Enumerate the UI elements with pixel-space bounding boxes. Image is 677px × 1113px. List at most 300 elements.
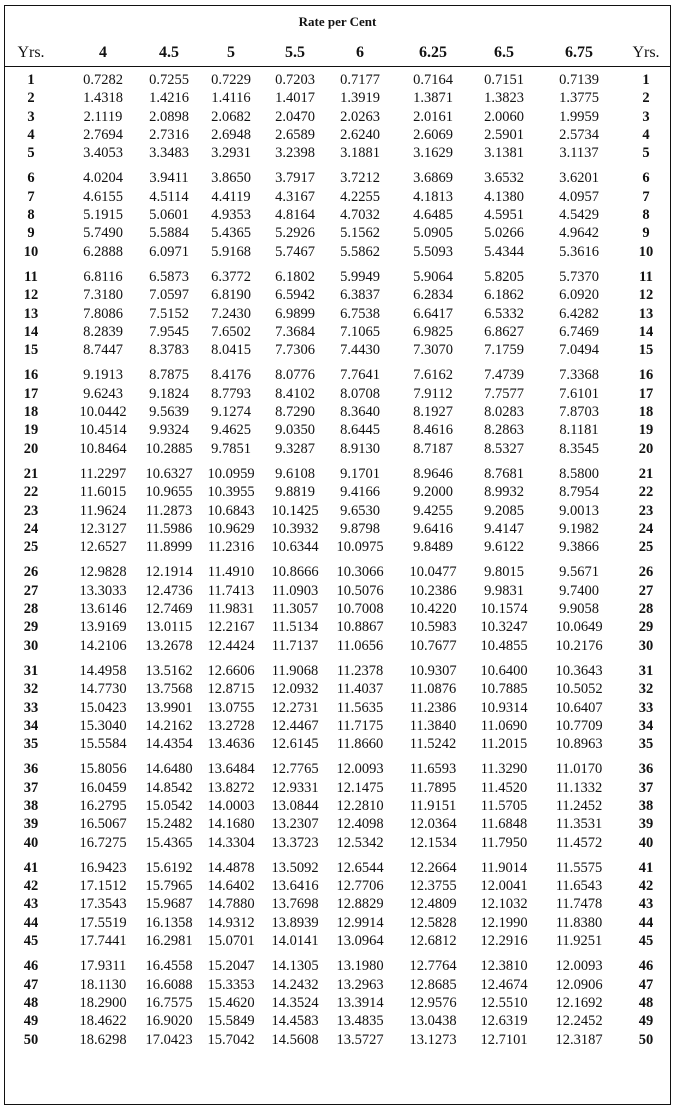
year-cell-right: 24 [638,520,654,537]
table-caption: Rate per Cent [298,14,377,29]
value-cell: 1.4017 [275,90,315,107]
value-cell: 13.8272 [207,779,255,796]
value-cell: 13.6484 [207,761,255,778]
value-cell: 4.5951 [484,207,524,224]
value-cell: 14.3304 [207,834,255,851]
year-cell-right: 49 [638,1013,654,1030]
value-cell: 10.3066 [336,564,384,581]
value-cell: 12.7765 [271,761,319,778]
table-row [5,539,670,557]
value-cell: 12.8715 [207,681,255,698]
value-cell: 12.9576 [409,994,457,1011]
value-cell: 8.0776 [275,367,315,384]
value-cell: 7.3070 [413,342,453,359]
table-row [5,798,670,816]
year-cell: 2 [27,90,35,107]
value-cell: 6.2834 [413,287,453,304]
year-cell-right: 3 [642,108,650,125]
value-cell: 10.6344 [271,539,319,556]
value-cell: 7.7577 [484,385,524,402]
value-cell: 11.5242 [409,736,457,753]
year-cell-right: 22 [638,484,654,501]
value-cell: 15.2047 [207,958,255,975]
table-row [5,145,670,163]
value-cell: 12.1914 [145,564,193,581]
year-cell-right: 11 [639,268,653,285]
value-cell: 9.8798 [340,520,380,537]
value-cell: 4.2255 [340,188,380,205]
value-cell: 4.0957 [559,188,599,205]
value-cell: 6.3837 [340,287,380,304]
value-cell: 11.0690 [480,717,528,734]
value-cell: 10.4514 [79,422,127,439]
value-cell: 14.1305 [271,958,319,975]
year-cell: 44 [23,914,39,931]
table-row [5,386,670,404]
value-cell: 10.0649 [555,619,603,636]
year-cell-right: 26 [638,564,654,581]
year-cell-right: 40 [638,834,654,851]
value-cell: 6.0971 [149,243,189,260]
value-cell: 8.6445 [340,422,380,439]
value-cell: 11.5986 [145,520,193,537]
value-cell: 3.2398 [275,145,315,162]
value-cell: 12.0041 [480,878,528,895]
value-cell: 6.2888 [83,243,123,260]
value-cell: 2.0682 [211,108,251,125]
year-cell: 25 [23,539,39,556]
value-cell: 10.2176 [555,637,603,654]
value-cell: 10.8464 [79,440,127,457]
year-cell: 7 [27,188,35,205]
value-cell: 12.0364 [409,816,457,833]
value-cell: 9.9058 [559,601,599,618]
value-cell: 14.2432 [271,976,319,993]
year-cell-right: 50 [638,1031,654,1048]
value-cell: 4.4119 [211,188,251,205]
table-row [5,835,670,853]
value-cell: 4.1380 [484,188,524,205]
value-cell: 9.6122 [484,539,524,556]
value-cell: 11.6543 [555,878,603,895]
year-cell-right: 23 [638,502,654,519]
value-cell: 13.4636 [207,736,255,753]
value-cell: 5.4344 [484,243,524,260]
value-cell: 6.5873 [149,268,189,285]
value-cell: 11.5635 [336,699,384,716]
year-cell-right: 16 [638,367,654,384]
value-cell: 8.7290 [275,404,315,421]
value-cell: 11.5705 [480,797,528,814]
value-cell: 5.7467 [275,243,315,260]
year-cell-right: 32 [638,681,654,698]
value-cell: 11.8999 [145,539,193,556]
value-cell: 8.3783 [149,342,189,359]
value-cell: 12.7469 [145,601,193,618]
value-cell: 15.0542 [145,797,193,814]
value-cell: 9.5671 [559,564,599,581]
value-cell: 4.1813 [413,188,453,205]
value-cell: 16.7275 [79,834,127,851]
value-cell: 12.4809 [409,896,457,913]
value-cell: 8.5800 [559,465,599,482]
header-rate: 4.5 [159,44,179,61]
value-cell: 6.9825 [413,323,453,340]
value-cell: 13.9169 [79,619,127,636]
year-cell-right: 9 [642,225,650,242]
value-cell: 9.1824 [149,385,189,402]
table-row [5,915,670,933]
value-cell: 13.0844 [271,797,319,814]
value-cell: 5.5862 [340,243,380,260]
year-cell: 24 [23,520,39,537]
value-cell: 14.5608 [271,1031,319,1048]
year-cell-right: 35 [638,736,654,753]
value-cell: 10.6407 [555,699,603,716]
year-cell-right: 17 [638,385,654,402]
value-cell: 7.8703 [559,404,599,421]
value-cell: 11.9831 [207,601,255,618]
value-cell: 16.6088 [145,976,193,993]
year-cell: 40 [23,834,39,851]
table-row [5,780,670,798]
value-cell: 11.3531 [555,816,603,833]
value-cell: 3.1381 [484,145,524,162]
table-row [5,995,670,1013]
year-cell: 46 [23,958,39,975]
value-cell: 11.5134 [271,619,319,636]
header-rate: 6.25 [419,44,447,61]
value-cell: 8.7681 [484,465,524,482]
table-row [5,441,670,459]
value-cell: 12.3187 [555,1031,603,1048]
value-cell: 7.2430 [211,305,251,322]
year-cell: 29 [23,619,39,636]
value-cell: 9.4255 [413,502,453,519]
value-cell: 12.6606 [207,662,255,679]
value-cell: 8.3640 [340,404,380,421]
header-years-left: Yrs. [17,44,45,61]
value-cell: 7.0597 [149,287,189,304]
value-cell: 11.4520 [480,779,528,796]
table-row [5,700,670,718]
value-cell: 8.7793 [211,385,251,402]
value-cell: 13.3033 [79,582,127,599]
value-cell: 5.7490 [83,225,123,242]
year-cell: 33 [23,699,39,716]
value-cell: 11.2015 [480,736,528,753]
table-row [5,404,670,422]
row-group [5,72,670,163]
value-cell: 0.7177 [340,72,380,88]
value-cell: 12.8829 [336,896,384,913]
value-cell: 17.5519 [79,914,127,931]
value-cell: 8.9646 [413,465,453,482]
year-cell: 41 [23,859,39,876]
value-cell: 14.4354 [145,736,193,753]
value-cell: 15.4365 [145,834,193,851]
value-cell: 10.2386 [409,582,457,599]
year-cell-right: 41 [638,859,654,876]
value-cell: 15.3353 [207,976,255,993]
value-cell: 11.2297 [79,465,127,482]
value-cell: 15.5849 [207,1013,255,1030]
value-cell: 5.8205 [484,268,524,285]
value-cell: 5.9949 [340,268,380,285]
value-cell: 9.0013 [559,502,599,519]
value-cell: 3.6869 [413,170,453,187]
value-cell: 13.3723 [271,834,319,851]
year-cell-right: 29 [638,619,654,636]
value-cell: 12.3755 [409,878,457,895]
value-cell: 8.4102 [275,385,315,402]
value-cell: 11.7137 [271,637,319,654]
value-cell: 9.4147 [484,520,524,537]
value-cell: 4.6155 [83,188,123,205]
row-group [5,269,670,360]
value-cell: 16.1358 [145,914,193,931]
value-cell: 1.4116 [211,90,251,107]
value-cell: 7.6162 [413,367,453,384]
value-cell: 2.5901 [484,126,524,143]
value-cell: 11.9624 [79,502,127,519]
value-cell: 5.0601 [149,207,189,224]
year-cell-right: 2 [642,90,650,107]
value-cell: 15.3040 [79,717,127,734]
value-cell: 10.5076 [336,582,384,599]
value-cell: 12.7101 [480,1031,528,1048]
year-cell: 14 [23,323,39,340]
value-cell: 14.0141 [271,933,319,950]
value-cell: 8.1927 [413,404,453,421]
value-cell: 12.7764 [409,958,457,975]
value-cell: 12.8685 [409,976,457,993]
value-cell: 12.9331 [271,779,319,796]
value-cell: 2.1119 [83,108,123,125]
value-cell: 0.7229 [211,72,251,88]
year-cell: 10 [23,243,39,260]
value-cell: 7.3180 [83,287,123,304]
value-cell: 12.9914 [336,914,384,931]
value-cell: 3.1629 [413,145,453,162]
table-body [5,72,670,1057]
value-cell: 11.2452 [555,797,603,814]
value-cell: 6.7538 [340,305,380,322]
table-row [5,736,670,754]
value-cell: 12.4424 [207,637,255,654]
value-cell: 11.7413 [207,582,255,599]
value-cell: 13.4835 [336,1013,384,1030]
value-cell: 3.7212 [340,170,380,187]
value-cell: 6.3772 [211,268,251,285]
value-cell: 8.0708 [340,385,380,402]
value-cell: 5.2926 [275,225,315,242]
year-cell-right: 4 [642,126,650,143]
value-cell: 14.0003 [207,797,255,814]
year-cell: 15 [23,342,39,359]
value-cell: 8.2839 [83,323,123,340]
value-cell: 2.6948 [211,126,251,143]
value-cell: 12.1032 [480,896,528,913]
value-cell: 10.8963 [555,736,603,753]
value-cell: 10.3247 [480,619,528,636]
year-cell: 45 [23,933,39,950]
value-cell: 12.1534 [409,834,457,851]
value-cell: 11.2316 [207,539,255,556]
value-cell: 12.2452 [555,1013,603,1030]
value-cell: 6.1862 [484,287,524,304]
value-cell: 9.0350 [275,422,315,439]
table-row [5,466,670,484]
value-cell: 9.8819 [275,484,315,501]
year-cell: 21 [23,465,39,482]
value-cell: 6.0920 [559,287,599,304]
value-cell: 14.6480 [145,761,193,778]
year-cell: 23 [23,502,39,519]
value-cell: 5.5884 [149,225,189,242]
value-cell: 13.7568 [145,681,193,698]
year-cell-right: 48 [638,994,654,1011]
value-cell: 8.0283 [484,404,524,421]
value-cell: 15.0701 [207,933,255,950]
table-row [5,342,670,360]
year-cell-right: 34 [638,717,654,734]
value-cell: 10.1574 [480,601,528,618]
value-cell: 11.6848 [480,816,528,833]
value-cell: 1.9959 [559,108,599,125]
table-row [5,127,670,145]
value-cell: 6.8190 [211,287,251,304]
value-cell: 4.7032 [340,207,380,224]
table-row [5,484,670,502]
value-cell: 3.2931 [211,145,251,162]
value-cell: 10.4220 [409,601,457,618]
value-cell: 9.9831 [484,582,524,599]
value-cell: 5.4365 [211,225,251,242]
value-cell: 10.8867 [336,619,384,636]
value-cell: 14.7880 [207,896,255,913]
value-cell: 10.0442 [79,404,127,421]
row-group [5,564,670,655]
value-cell: 13.2963 [336,976,384,993]
value-cell: 0.7151 [484,72,524,88]
value-cell: 9.8015 [484,564,524,581]
value-cell: 12.6319 [480,1013,528,1030]
value-cell: 5.5093 [413,243,453,260]
value-cell: 11.4037 [336,681,384,698]
value-cell: 17.7441 [79,933,127,950]
value-cell: 10.7885 [480,681,528,698]
value-cell: 13.5727 [336,1031,384,1048]
value-cell: 9.4166 [340,484,380,501]
year-cell-right: 15 [638,342,654,359]
value-cell: 12.1990 [480,914,528,931]
value-cell: 12.4467 [271,717,319,734]
year-cell: 30 [23,637,39,654]
value-cell: 18.1130 [79,976,127,993]
value-cell: 9.6108 [275,465,315,482]
value-cell: 2.6589 [275,126,315,143]
value-cell: 11.0656 [336,637,384,654]
table-row [5,1032,670,1050]
value-cell: 12.6527 [79,539,127,556]
table-row [5,269,670,287]
value-cell: 3.1137 [559,145,599,162]
value-cell: 9.2000 [413,484,453,501]
value-cell: 16.2795 [79,797,127,814]
value-cell: 3.6532 [484,170,524,187]
value-cell: 12.1692 [555,994,603,1011]
value-cell: 13.2307 [271,816,319,833]
value-cell: 2.0263 [340,108,380,125]
table-row [5,663,670,681]
value-cell: 1.3919 [340,90,380,107]
value-cell: 11.9014 [480,859,528,876]
value-cell: 13.1273 [409,1031,457,1048]
value-cell: 12.5342 [336,834,384,851]
value-cell: 6.5332 [484,305,524,322]
value-cell: 7.9112 [413,385,453,402]
table-row [5,878,670,896]
value-cell: 13.6146 [79,601,127,618]
value-cell: 5.0905 [413,225,453,242]
value-cell: 5.7370 [559,268,599,285]
value-cell: 11.4910 [207,564,255,581]
year-cell-right: 31 [638,662,654,679]
value-cell: 5.9064 [413,268,453,285]
value-cell: 3.6201 [559,170,599,187]
year-cell: 35 [23,736,39,753]
value-cell: 14.2162 [145,717,193,734]
value-cell: 3.7917 [275,170,315,187]
value-cell: 13.8939 [271,914,319,931]
table-row [5,225,670,243]
value-cell: 7.0494 [559,342,599,359]
value-cell: 1.4216 [149,90,189,107]
value-cell: 7.3684 [275,323,315,340]
header-rate: 4 [99,44,107,61]
year-cell: 32 [23,681,39,698]
value-cell: 13.7698 [271,896,319,913]
year-cell: 34 [23,717,39,734]
value-cell: 13.9901 [145,699,193,716]
value-cell: 16.2981 [145,933,193,950]
value-cell: 2.7694 [83,126,123,143]
table-row [5,816,670,834]
value-cell: 10.9655 [145,484,193,501]
value-cell: 11.2386 [409,699,457,716]
value-cell: 4.5114 [149,188,189,205]
year-cell-right: 33 [638,699,654,716]
table-row [5,422,670,440]
value-cell: 14.6402 [207,878,255,895]
value-cell: 4.0204 [83,170,123,187]
year-cell: 12 [23,287,39,304]
value-cell: 4.8164 [275,207,315,224]
value-cell: 15.2482 [145,816,193,833]
value-cell: 0.7164 [413,72,453,88]
value-cell: 5.1562 [340,225,380,242]
year-cell-right: 1 [642,72,650,88]
value-cell: 12.2167 [207,619,255,636]
value-cell: 10.1425 [271,502,319,519]
year-cell-right: 14 [638,323,654,340]
value-cell: 13.2678 [145,637,193,654]
value-cell: 16.7575 [145,994,193,1011]
value-cell: 11.8380 [555,914,603,931]
value-cell: 13.0438 [409,1013,457,1030]
value-cell: 16.9020 [145,1013,193,1030]
